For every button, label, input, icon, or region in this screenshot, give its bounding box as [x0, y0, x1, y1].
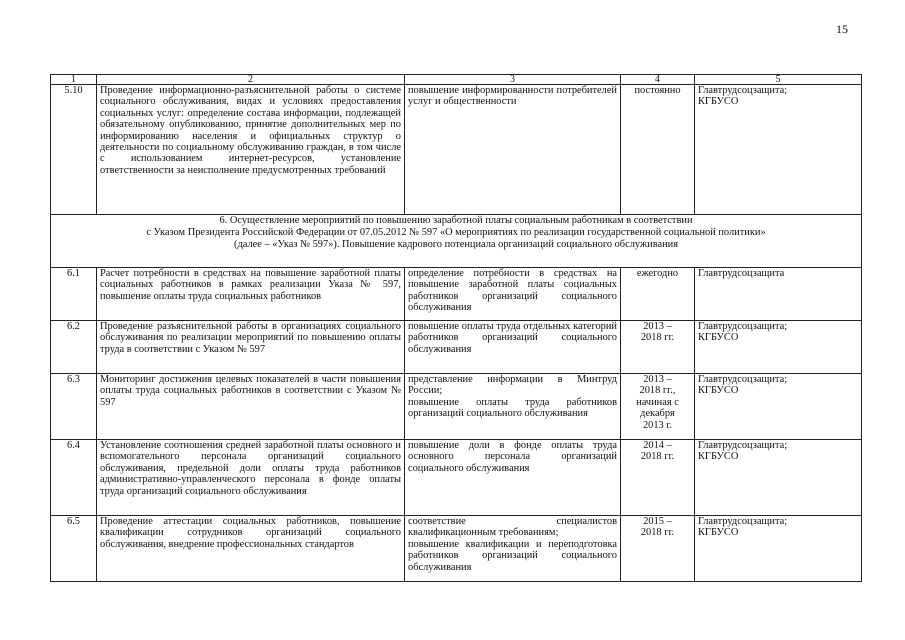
row-executor: Главтрудсоцзащита; КГБУСО	[695, 374, 862, 440]
column-number-row	[51, 75, 862, 85]
row-term: постоянно	[621, 85, 695, 215]
page-number: 15	[836, 22, 848, 36]
row-term: 2014 – 2018 гг.	[621, 440, 695, 516]
column-number: 2	[97, 75, 405, 85]
row-description: Установление соотношения средней заработной платы основного и вспомогательного персонала организаций социального обслуживания, предельной доли оплаты труда работников административно-управленческого персонала в фонде оплаты труда организаций социального обслуживания	[97, 440, 405, 516]
table-row	[51, 321, 862, 374]
table-row	[51, 85, 862, 215]
column-number: 3	[405, 75, 621, 85]
row-result: представление информации в Минтруд России; повышение оплаты труда работников организаций социального обслуживания	[405, 374, 621, 440]
activities-table	[50, 74, 862, 582]
row-executor: Главтрудсоцзащита	[695, 268, 862, 321]
table-row	[51, 440, 862, 516]
row-number: 6.3	[51, 374, 97, 440]
row-number: 6.2	[51, 321, 97, 374]
row-result: повышение информированности потребителей услуг и общественности	[405, 85, 621, 215]
column-number: 5	[695, 75, 862, 85]
row-term: 2013 – 2018 гг.	[621, 321, 695, 374]
row-result: соответствие специалистов квалификационным требованиям; повышение квалификации и переподготовка работников организаций социального обслуживания	[405, 516, 621, 582]
row-result: повышение оплаты труда отдельных категорий работников организаций социального обслуживания	[405, 321, 621, 374]
table-row	[51, 516, 862, 582]
row-number: 6.5	[51, 516, 97, 582]
section-heading-line: (далее – «Указ № 597»). Повышение кадрового потенциала организаций социального обслуживания	[234, 239, 678, 250]
section-heading-line: с Указом Президента Российской Федерации от 07.05.2012 № 597 «О мероприятиях по реализации государственной социальной политики»	[146, 227, 766, 238]
row-description: Мониторинг достижения целевых показателей в части повышения оплаты труда социальных работников в соответствии с Указом № 597	[97, 374, 405, 440]
row-number: 6.1	[51, 268, 97, 321]
row-executor: Главтрудсоцзащита; КГБУСО	[695, 85, 862, 215]
section-heading-row	[51, 215, 862, 268]
row-executor: Главтрудсоцзащита; КГБУСО	[695, 321, 862, 374]
row-number: 5.10	[51, 85, 97, 215]
row-number: 6.4	[51, 440, 97, 516]
section-heading-line: 6. Осуществление мероприятий по повышению заработной платы социальным работникам в соответствии	[219, 215, 693, 226]
row-term: 2013 – 2018 гг., начиная с декабря 2013 г.	[621, 374, 695, 440]
table-row	[51, 268, 862, 321]
row-description: Проведение разъяснительной работы в организациях социального обслуживания по реализации мероприятий по повышению оплаты труда в соответствии с Указом № 597	[97, 321, 405, 374]
column-number: 1	[51, 75, 97, 85]
section-heading	[51, 215, 862, 268]
row-term: ежегодно	[621, 268, 695, 321]
row-description: Расчет потребности в средствах на повышение заработной платы социальных работников в рамках реализации Указа № 597, повышение оплаты труда социальных работников	[97, 268, 405, 321]
row-term: 2015 – 2018 гг.	[621, 516, 695, 582]
row-description: Проведение аттестации социальных работников, повышение квалификации сотрудников организаций социального обслуживания, внедрение профессиональных стандартов	[97, 516, 405, 582]
row-result: определение потребности в средствах на повышение заработной платы социальных работников организаций социального обслуживания	[405, 268, 621, 321]
row-executor: Главтрудсоцзащита; КГБУСО	[695, 516, 862, 582]
row-description: Проведение информационно-разъяснительной работы о системе социального обслуживания, видах и условиях предоставления социальных услуг: определение состава информации, подлежащей обязательному опубликованию, принятие дополнительных мер по информированию населения и официальных структур о деятельности по социальному обслуживанию граждан, в том числе с использованием интернет-ресурсов, установление ответственности за неисполнение предусмотренных требований	[97, 85, 405, 215]
column-number: 4	[621, 75, 695, 85]
row-result: повышение доли в фонде оплаты труда основного персонала организаций социального обслуживания	[405, 440, 621, 516]
table-row	[51, 374, 862, 440]
row-executor: Главтрудсоцзащита; КГБУСО	[695, 440, 862, 516]
